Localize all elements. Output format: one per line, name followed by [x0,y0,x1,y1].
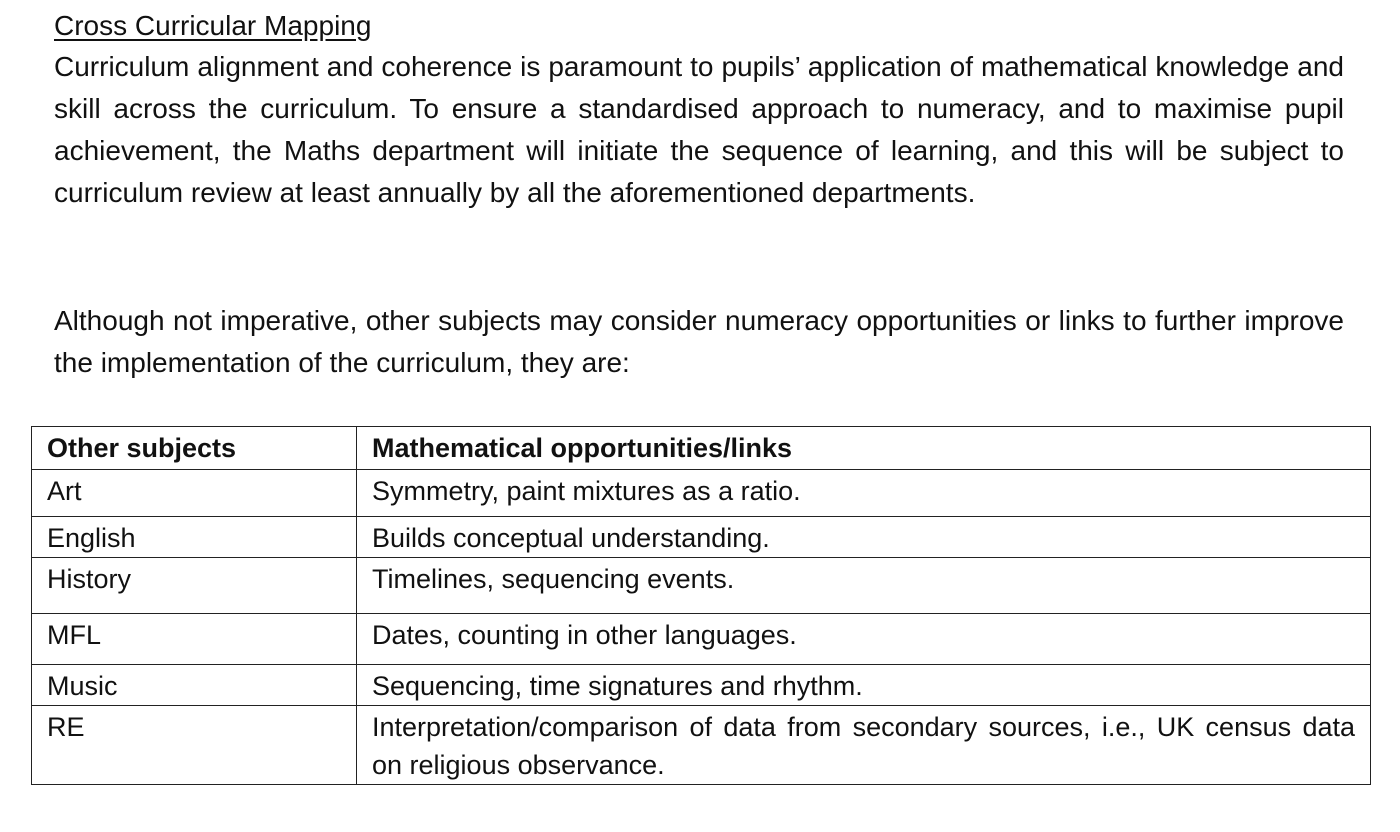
table-row [32,614,1371,665]
table-row [32,706,1371,785]
table-header-row [32,427,1371,470]
table-row [32,665,1371,706]
subject-cell: History [32,558,357,614]
header-math-links: Mathematical opportunities/links [357,427,1371,470]
section-heading: Cross Curricular Mapping [54,10,372,41]
links-cell: Builds conceptual understanding. [357,517,1371,558]
links-cell: Dates, counting in other languages. [357,614,1371,665]
header-other-subjects: Other subjects [32,427,357,470]
table-row [32,517,1371,558]
table-row [32,470,1371,517]
table-row [32,558,1371,614]
links-cell: Symmetry, paint mixtures as a ratio. [357,470,1371,517]
document-body [54,6,1344,378]
subjects-intro-paragraph: Although not imperative, other subjects may consider numeracy opportunities or links to further improve the implementation of the curriculum, they are: [54,305,1344,378]
cross-curricular-table [31,426,1371,785]
subject-cell: English [32,517,357,558]
subject-cell: RE [32,706,357,785]
subject-cell: MFL [32,614,357,665]
links-cell: Timelines, sequencing events. [357,558,1371,614]
links-cell: Sequencing, time signatures and rhythm. [357,665,1371,706]
links-cell: Interpretation/comparison of data from secondary sources, i.e., UK census data on religious observance. [357,706,1371,785]
intro-paragraph: Curriculum alignment and coherence is paramount to pupils’ application of mathematical knowledge and skill across the curriculum. To ensure a standardised approach to numeracy, and to maximise pupil achievement, the Maths department will initiate the sequence of learning, and this will be subject to curriculum review at least annually by all the aforementioned departments. [54,51,1344,208]
subject-cell: Music [32,665,357,706]
subject-cell: Art [32,470,357,517]
